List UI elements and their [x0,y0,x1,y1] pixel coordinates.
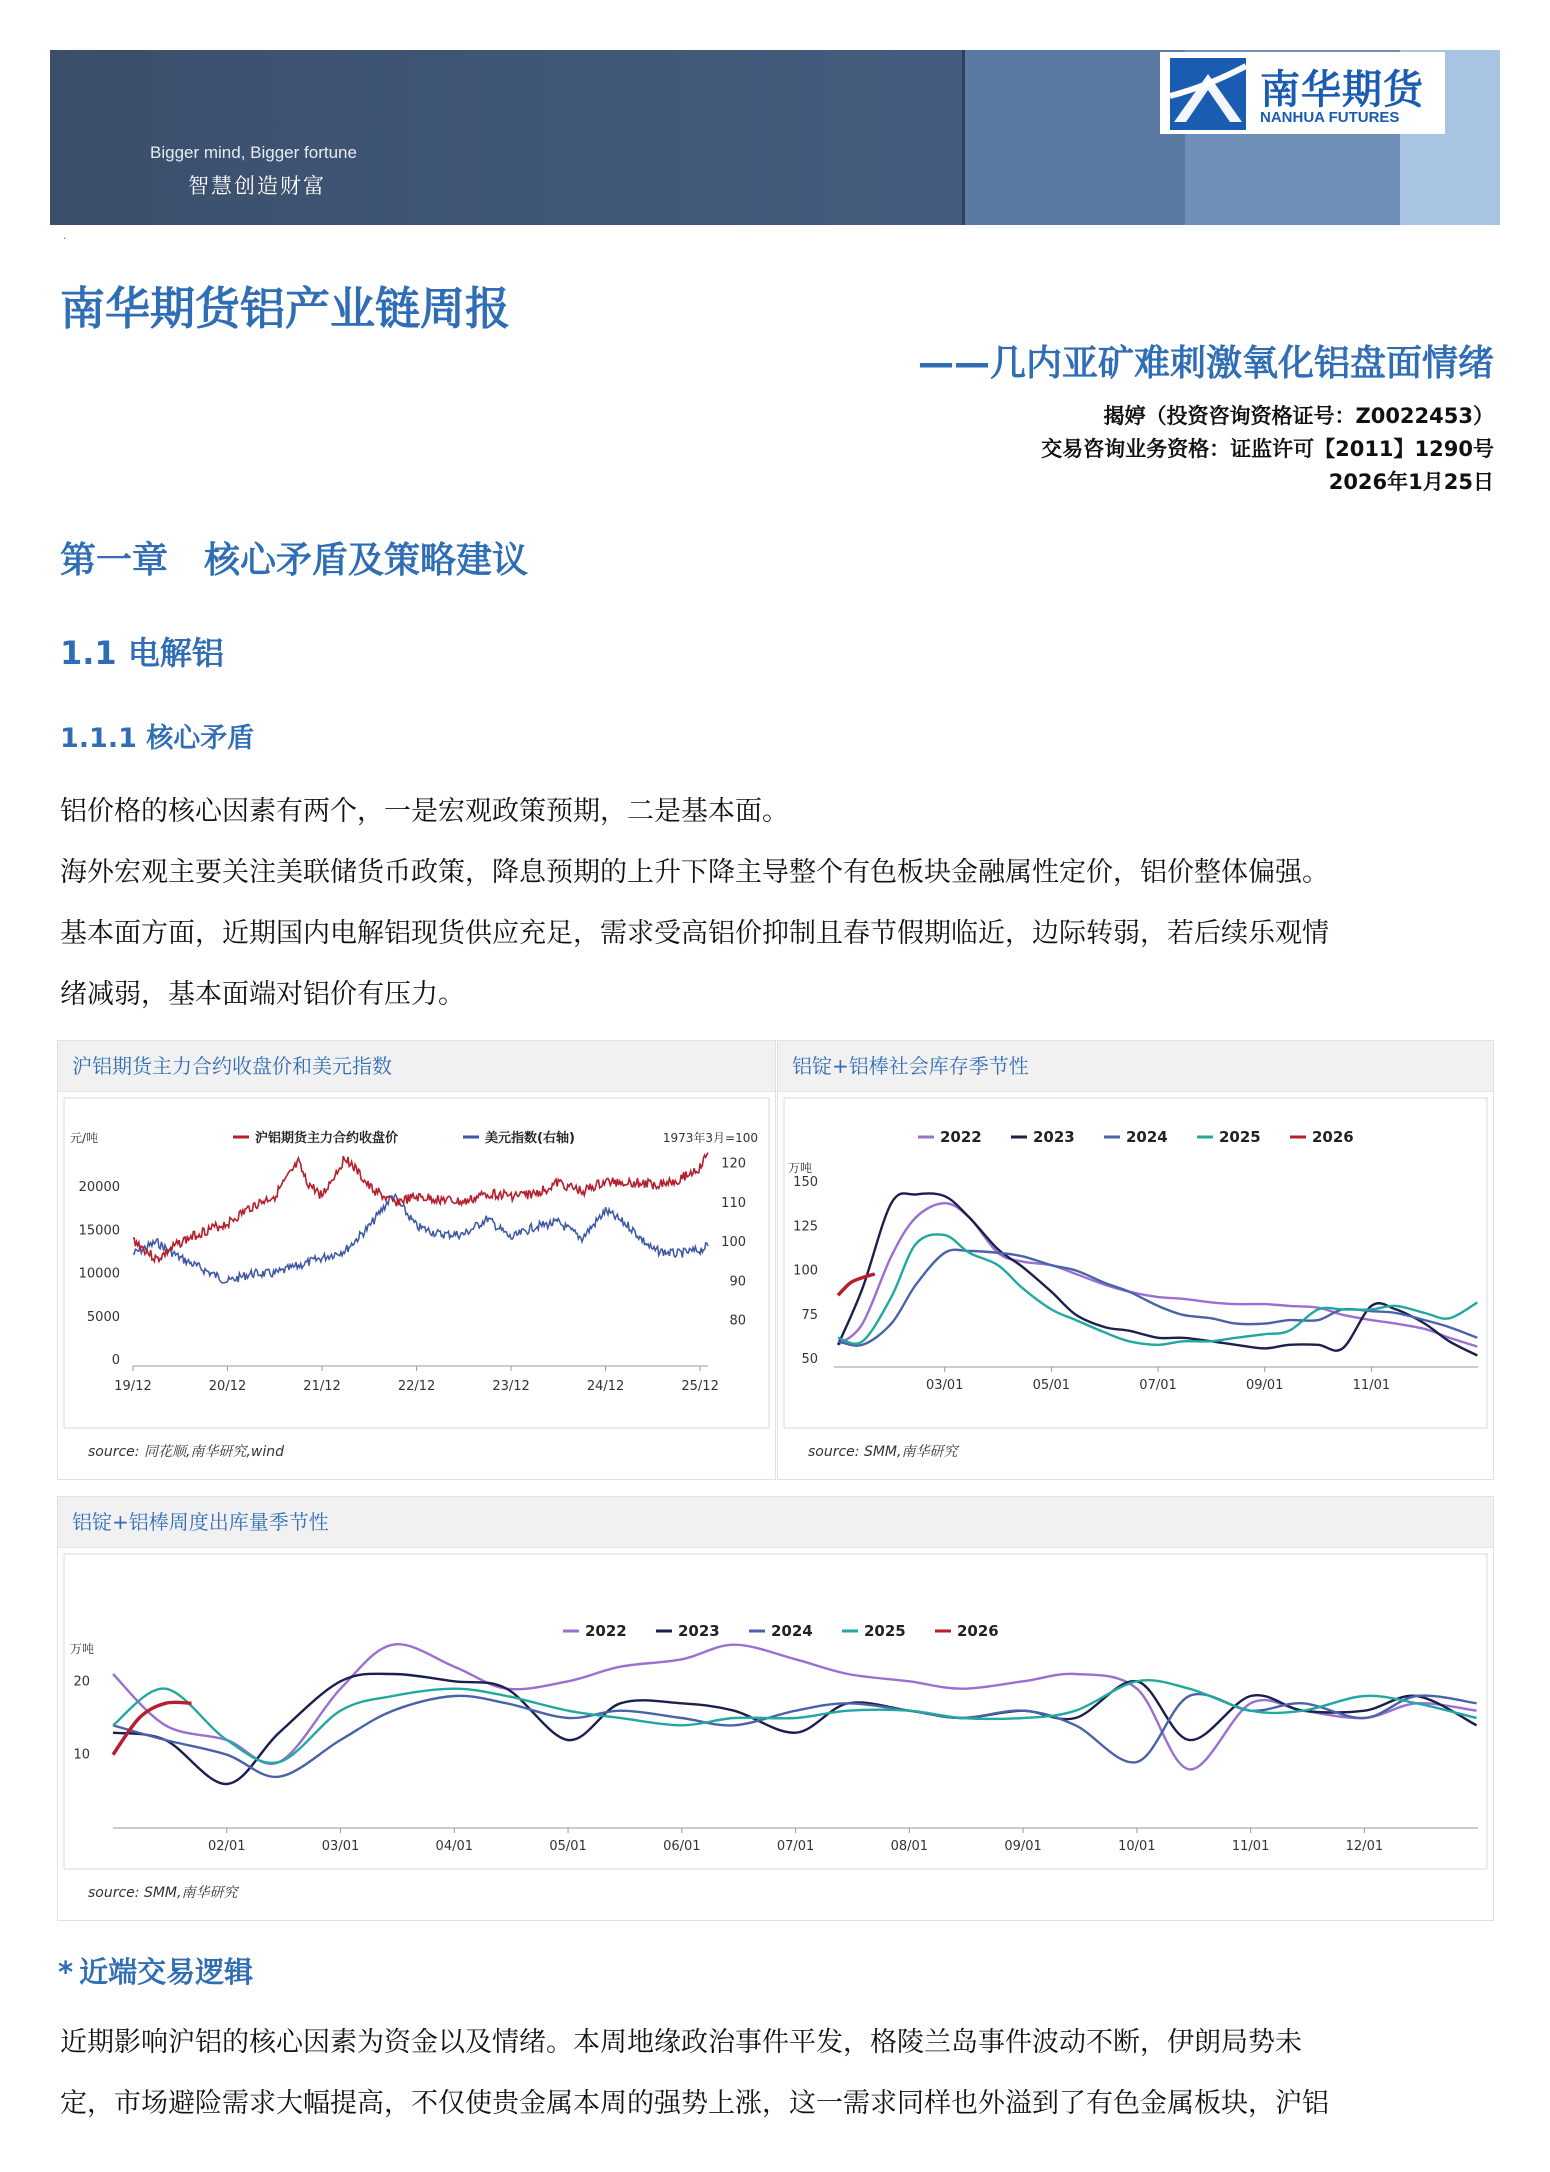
y-tick-label: 5000 [86,1309,120,1325]
x-tick-label: 20/12 [208,1379,247,1394]
logic-heading-text: 近端交易逻辑 [79,1955,254,1989]
star-bullet-icon: * [58,1955,74,1989]
subsection-heading: 1.1.1 核心矛盾 [60,723,255,754]
chart-panel-shfe-usd [57,1040,776,1480]
y-axis-unit: 万吨 [70,1642,95,1656]
chart-panel-social-inventory [777,1040,1494,1480]
series-line-2025 [838,1234,1477,1344]
x-tick-label: 07/01 [1139,1378,1177,1393]
x-tick-label: 03/01 [925,1378,964,1393]
series-line-2023 [113,1674,1477,1784]
y-tick-label: 75 [801,1307,818,1323]
x-tick-label: 19/12 [114,1379,152,1394]
chart-title: 铝锭+铝棒周度出库量季节性 [58,1497,1493,1548]
bullet-dot: · [63,232,67,245]
x-tick-label: 05/01 [1032,1378,1071,1393]
x-tick-label: 11/01 [1231,1839,1270,1854]
x-tick-label: 23/12 [492,1379,530,1394]
body-paragraph: 基本面方面，近期国内电解铝现货供应充足，需求受高铝价抑制且春节假期临近，边际转弱，若后续乐观情 [60,918,1329,949]
x-tick-label: 09/01 [1245,1378,1284,1393]
logic-heading [58,1950,253,1991]
chapter-heading: 第一章 核心矛盾及策略建议 [60,540,529,581]
y-tick-label-right: 120 [721,1156,746,1172]
x-tick-label: 11/01 [1352,1378,1391,1393]
series-line-usd-index [133,1195,708,1283]
y-axis-unit: 万吨 [788,1161,813,1175]
x-tick-label: 03/01 [321,1839,360,1854]
y-axis-unit: 元/吨 [70,1131,99,1145]
plot-frame [64,1554,1487,1869]
x-tick-label: 07/01 [776,1839,815,1854]
x-tick-label: 12/01 [1345,1839,1384,1854]
chart-source: source: SMM,南华研究 [808,1444,958,1460]
x-tick-label: 06/01 [663,1839,701,1854]
license-line: 交易咨询业务资格：证监许可【2011】1290号 [1041,437,1494,461]
y-tick-label: 125 [793,1219,818,1235]
logo-text-cn: 南华期货 [1260,67,1424,113]
legend-label: 2024 [771,1622,813,1640]
x-tick-label: 09/01 [1004,1839,1042,1854]
body-paragraph: 近期影响沪铝的核心因素为资金以及情绪。本周地缘政治事件平发，格陵兰岛事件波动不断，伊朗局势未 [60,2027,1302,2058]
x-tick-label: 04/01 [435,1839,474,1854]
x-tick-label: 22/12 [397,1379,436,1394]
series-line-2024 [113,1694,1477,1777]
slogan-cn: 智慧创造财富 [188,174,326,198]
y-tick-label: 20 [73,1674,90,1690]
y-tick-label: 15000 [78,1223,120,1239]
chart-shfe-usd [58,1092,775,1479]
author-line: 揭婷（投资咨询资格证号：Z0022453） [1103,404,1494,428]
chart-weekly-outflow [58,1548,1493,1920]
x-tick-label: 10/01 [1118,1839,1156,1854]
chart-source: source: 同花顺,南华研究,wind [88,1444,284,1460]
y-tick-label: 0 [111,1353,120,1368]
nanhua-logo-icon [1168,56,1250,132]
logo-text-en: NANHUA FUTURES [1260,109,1400,126]
y-tick-label-right: 110 [721,1195,746,1211]
body-paragraph: 海外宏观主要关注美联储货币政策，降息预期的上升下降主导整个有色板块金融属性定价，铝价整体偏强。 [60,857,1329,888]
legend-label: 沪铝期货主力合约收盘价 [255,1131,399,1146]
section-heading: 1.1 电解铝 [60,634,224,672]
y-tick-label: 10 [73,1747,90,1763]
x-tick-label: 05/01 [549,1839,587,1854]
nanhua-logo [1160,52,1445,134]
body-paragraph: 铝价格的核心因素有两个，一是宏观政策预期，二是基本面。 [60,796,789,827]
series-line-2026 [838,1274,875,1295]
legend-label: 2025 [864,1622,906,1640]
y-tick-label: 20000 [78,1180,120,1196]
chart-source: source: SMM,南华研究 [88,1885,238,1901]
series-line-2022 [838,1203,1477,1346]
banner-block [965,50,1185,225]
chart-title: 铝锭+铝棒社会库存季节性 [778,1041,1493,1092]
slogan-en: Bigger mind, Bigger fortune [150,143,357,162]
report-date: 2026年1月25日 [1328,470,1494,494]
report-subtitle: ——几内亚矿难刺激氧化铝盘面情绪 [917,343,1494,384]
y-tick-label: 50 [801,1352,818,1367]
chart-panel-weekly-outflow [57,1496,1494,1921]
y-tick-label-right: 80 [729,1313,746,1329]
y-tick-label: 100 [793,1263,818,1279]
y-tick-label-right: 100 [721,1235,746,1251]
body-paragraph: 定，市场避险需求大幅提高，不仅使贵金属本周的强势上涨，这一需求同样也外溢到了有色金属板块，沪铝 [60,2088,1329,2119]
legend-label: 2022 [585,1622,627,1640]
body-paragraph: 绪减弱，基本面端对铝价有压力。 [60,979,465,1010]
series-line-2025 [113,1680,1477,1763]
series-line-2023 [838,1193,1477,1355]
right-axis-note: 1973年3月=100 [662,1131,758,1145]
y-tick-label-right: 90 [729,1274,746,1290]
legend-label: 美元指数(右轴) [485,1131,575,1146]
series-line-shfe-aluminium [133,1153,708,1262]
legend-label: 2026 [957,1622,999,1640]
x-tick-label: 25/12 [681,1379,719,1394]
legend-label: 2023 [678,1622,720,1640]
chart-social-inventory [778,1092,1493,1479]
legend-label: 2024 [1126,1128,1168,1146]
x-tick-label: 21/12 [303,1379,341,1394]
legend-label: 2023 [1033,1128,1075,1146]
chart-title: 沪铝期货主力合约收盘价和美元指数 [58,1041,775,1092]
x-tick-label: 08/01 [890,1839,929,1854]
legend-label: 2025 [1219,1128,1261,1146]
x-tick-label: 24/12 [586,1379,625,1394]
y-tick-label: 10000 [78,1266,120,1282]
report-title: 南华期货铝产业链周报 [60,282,511,335]
series-line-2022 [113,1644,1477,1769]
y-tick-label: 150 [793,1175,818,1190]
legend-label: 2026 [1312,1128,1354,1146]
legend-label: 2022 [940,1128,982,1146]
x-tick-label: 02/01 [208,1839,246,1854]
